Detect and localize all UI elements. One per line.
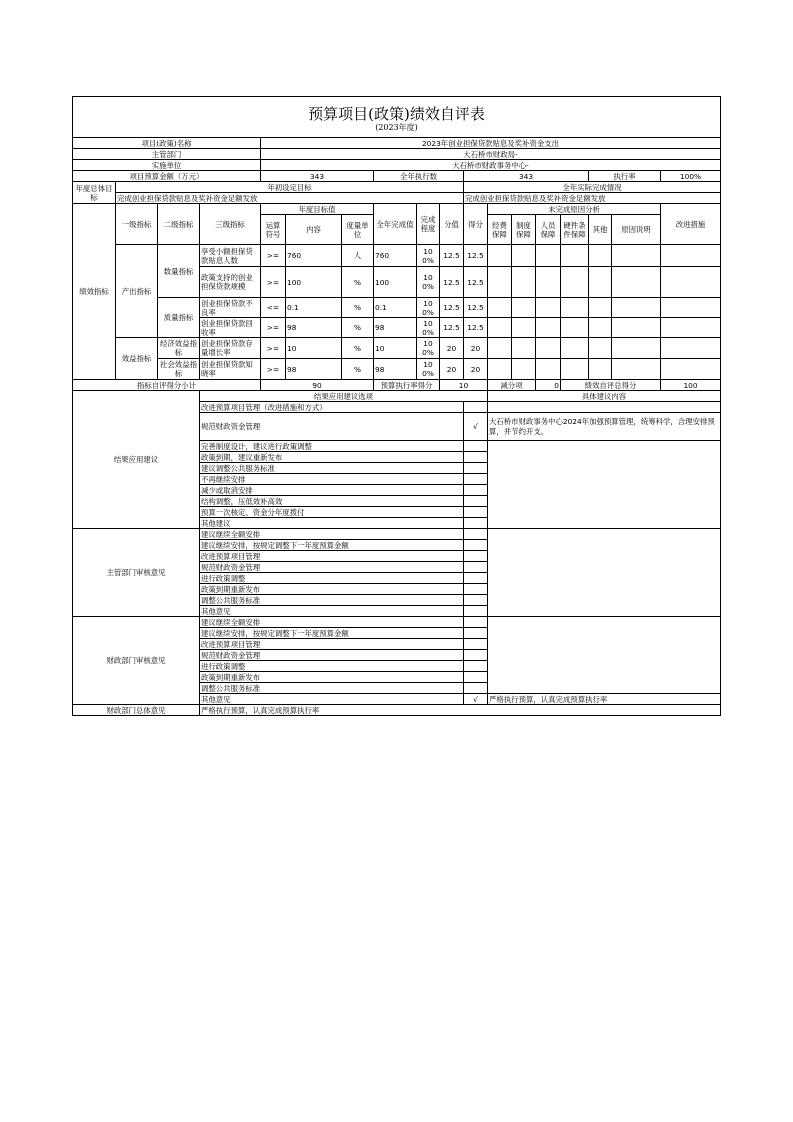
result-option: 完善制度设计，建议进行政策调整	[200, 441, 464, 452]
reason-cell	[536, 338, 561, 359]
dept-review-check	[464, 595, 488, 606]
header-level1: 一级指标	[116, 204, 158, 245]
dept-value: 大石桥市财政局-	[261, 149, 721, 160]
indicator-op: >=	[261, 267, 286, 298]
reason-cell	[512, 318, 536, 338]
reason-cell	[488, 359, 512, 380]
initial-goal-label: 年初设定目标	[116, 182, 464, 193]
group-output: 产出指标	[116, 245, 158, 338]
finance-review-option: 规范财政资金管理	[200, 650, 464, 661]
reason-cell	[612, 298, 661, 318]
dept-review-check	[464, 540, 488, 551]
group-social: 社会效益指标	[158, 359, 200, 380]
page-title: 预算项目(政策)绩效自评表	[308, 105, 485, 123]
total-label: 绩效自评总得分	[561, 380, 661, 391]
indicator-full: 12.5	[440, 318, 464, 338]
result-option: 预算一次核定、资金分年度拨付	[200, 507, 464, 518]
header-target-group: 年度目标值	[261, 204, 374, 215]
reason-cell	[612, 267, 661, 298]
result-check	[464, 402, 488, 413]
finance-review-check	[464, 628, 488, 639]
rate-label: 执行率	[589, 171, 661, 182]
dept-review-option: 建议继续全额安排	[200, 529, 464, 540]
dept-review-option: 建议继续安排，按规定调整下一年度预算金额	[200, 540, 464, 551]
header-r-hw: 硬件条件保障	[561, 215, 589, 245]
actual-goal-label: 全年实际完成情况	[464, 182, 721, 193]
group-quantity: 数量指标	[158, 245, 200, 298]
indicator-full: 20	[440, 359, 464, 380]
finance-review-detail: 严格执行预算，认真完成预算执行率	[488, 694, 721, 705]
indicator-op: >=	[261, 359, 286, 380]
initial-goal-value: 完成创业担保贷款贴息及奖补资金足额发放	[116, 193, 464, 204]
reason-cell	[536, 267, 561, 298]
result-option: 规范财政资金管理	[200, 413, 464, 441]
indicator-op: >=	[261, 245, 286, 267]
result-check: √	[464, 413, 488, 441]
finance-review-check	[464, 650, 488, 661]
indicator-done: 98	[374, 318, 417, 338]
finance-review-option: 建议继续全额安排	[200, 617, 464, 628]
reason-cell	[612, 338, 661, 359]
reason-cell	[536, 359, 561, 380]
header-degree: 完成程度	[417, 204, 440, 245]
project-name-value: 2023年创业担保贷款贴息及奖补资金支出	[261, 138, 721, 149]
dept-review-option: 调整公共服务标准	[200, 595, 464, 606]
result-option: 政策到期，建议重新发布	[200, 452, 464, 463]
reason-cell	[589, 267, 612, 298]
result-check	[464, 474, 488, 485]
indicator-name: 创业担保贷款回收率	[200, 318, 261, 338]
reason-cell	[512, 298, 536, 318]
result-check	[464, 452, 488, 463]
finance-review-check: √	[464, 694, 488, 705]
finance-review-check	[464, 661, 488, 672]
reason-cell	[589, 318, 612, 338]
indicator-done: 100	[374, 267, 417, 298]
dept-review-label: 主管部门审核意见	[73, 529, 200, 617]
reason-cell	[512, 267, 536, 298]
perf-label: 绩效指标	[73, 204, 116, 380]
indicator-degree: 100%	[417, 267, 440, 298]
header-score: 得分	[464, 204, 488, 245]
indicator-unit: 人	[342, 245, 374, 267]
dept-review-check	[464, 529, 488, 540]
reason-cell	[536, 245, 561, 267]
header-level2: 二级指标	[158, 204, 200, 245]
result-detail	[488, 402, 721, 413]
indicator-done: 0.1	[374, 298, 417, 318]
improve-cell	[661, 338, 721, 359]
indicator-content: 760	[286, 245, 342, 267]
header-unit: 度量单位	[342, 215, 374, 245]
result-option: 其他建议	[200, 518, 464, 529]
indicator-degree: 100%	[417, 359, 440, 380]
exec-value: 343	[464, 171, 589, 182]
page-year: (2023年度)	[375, 123, 418, 132]
indicator-score: 20	[464, 338, 488, 359]
result-detail-text: 大石桥市财政事务中心2024年加强预算管理，统筹科学，合理安排预算，并节约开支。	[488, 413, 721, 441]
result-option: 建议调整公共服务标准	[200, 463, 464, 474]
indicator-degree: 100%	[417, 318, 440, 338]
reason-cell	[488, 338, 512, 359]
project-name-label: 项目(政策)名称	[73, 138, 261, 149]
subtotal-label: 指标自评得分小计	[73, 380, 261, 391]
indicator-content: 98	[286, 359, 342, 380]
result-options-header: 结果应用建议选项	[200, 391, 488, 402]
indicator-content: 100	[286, 267, 342, 298]
indicator-unit: %	[342, 298, 374, 318]
indicator-done: 10	[374, 338, 417, 359]
reason-cell	[589, 298, 612, 318]
reason-cell	[488, 318, 512, 338]
indicator-score: 12.5	[464, 267, 488, 298]
indicator-degree: 100%	[417, 245, 440, 267]
group-economic: 经济效益指标	[158, 338, 200, 359]
dept-review-option: 政策到期重新发布	[200, 584, 464, 595]
indicator-unit: %	[342, 359, 374, 380]
improve-cell	[661, 267, 721, 298]
indicator-degree: 100%	[417, 298, 440, 318]
reason-cell	[561, 245, 589, 267]
total-value: 100	[661, 380, 721, 391]
header-r-fund: 经费保障	[488, 215, 512, 245]
reason-cell	[512, 359, 536, 380]
reason-cell	[561, 267, 589, 298]
reason-cell	[488, 298, 512, 318]
overall-goal-label: 年度总体目标	[73, 182, 116, 204]
finance-review-option: 其他意见	[200, 694, 464, 705]
evaluation-form	[72, 96, 720, 716]
improve-cell	[661, 359, 721, 380]
result-check	[464, 507, 488, 518]
overall-opinion-label: 财政部门总体意见	[73, 705, 200, 716]
indicator-unit: %	[342, 318, 374, 338]
indicator-full: 20	[440, 338, 464, 359]
indicator-score: 20	[464, 359, 488, 380]
rate-value: 100%	[661, 171, 721, 182]
reason-cell	[612, 245, 661, 267]
indicator-done: 98	[374, 359, 417, 380]
result-check	[464, 463, 488, 474]
exec-label: 全年执行数	[374, 171, 464, 182]
improve-cell	[661, 318, 721, 338]
unit-value: 大石桥市财政事务中心-	[261, 160, 721, 171]
header-r-other: 其他	[589, 215, 612, 245]
header-content: 内容	[286, 215, 342, 245]
result-option: 结构调整，压低效补高效	[200, 496, 464, 507]
reason-cell	[488, 267, 512, 298]
indicator-content: 0.1	[286, 298, 342, 318]
indicator-op: >=	[261, 318, 286, 338]
header-improve: 改进措施	[661, 204, 721, 245]
dept-review-check	[464, 573, 488, 584]
budget-label: 项目预算金额（万元）	[73, 171, 261, 182]
indicator-unit: %	[342, 338, 374, 359]
improve-cell	[661, 298, 721, 318]
finance-review-option: 调整公共服务标准	[200, 683, 464, 694]
finance-review-option: 进行政策调整	[200, 661, 464, 672]
indicator-name: 创业担保贷款存量增长率	[200, 338, 261, 359]
indicator-name: 政策支持的创业担保贷款规模	[200, 267, 261, 298]
header-r-staff: 人员保障	[536, 215, 561, 245]
reason-cell	[589, 359, 612, 380]
result-check	[464, 518, 488, 529]
exec-score-label: 预算执行率得分	[374, 380, 440, 391]
indicator-op: <=	[261, 298, 286, 318]
dept-review-option: 改进预算项目管理	[200, 551, 464, 562]
dept-review-check	[464, 551, 488, 562]
finance-review-check	[464, 672, 488, 683]
result-option: 不再继续安排	[200, 474, 464, 485]
reason-cell	[561, 298, 589, 318]
result-detail-header: 具体建议内容	[488, 391, 721, 402]
indicator-degree: 100%	[417, 338, 440, 359]
header-r-sys: 制度保障	[512, 215, 536, 245]
review-table	[72, 528, 721, 716]
indicator-full: 12.5	[440, 267, 464, 298]
deduct-value: 0	[536, 380, 561, 391]
actual-goal-value: 完成创业担保贷款贴息及奖补资金足额发放	[464, 193, 721, 204]
finance-review-option: 政策到期重新发布	[200, 672, 464, 683]
dept-review-detail	[488, 529, 721, 617]
reason-cell	[612, 359, 661, 380]
title-block	[73, 97, 721, 138]
dept-review-option: 规范财政资金管理	[200, 562, 464, 573]
indicator-content: 10	[286, 338, 342, 359]
evaluation-table	[72, 96, 721, 529]
header-score-full: 分值	[440, 204, 464, 245]
finance-review-label: 财政部门审核意见	[73, 617, 200, 705]
reason-cell	[536, 298, 561, 318]
budget-value: 343	[261, 171, 374, 182]
dept-review-check	[464, 562, 488, 573]
reason-cell	[589, 338, 612, 359]
header-year-done: 全年完成值	[374, 204, 417, 245]
reason-cell	[589, 245, 612, 267]
finance-review-check	[464, 683, 488, 694]
dept-review-option: 其他意见	[200, 606, 464, 617]
dept-review-check	[464, 584, 488, 595]
header-r-desc: 原因说明	[612, 215, 661, 245]
indicator-score: 12.5	[464, 245, 488, 267]
finance-review-detail-blank	[488, 617, 721, 694]
indicator-content: 98	[286, 318, 342, 338]
overall-opinion-text: 严格执行预算，认真完成预算执行率	[200, 705, 721, 716]
indicator-name: 创业担保贷款知晓率	[200, 359, 261, 380]
exec-score-value: 10	[440, 380, 488, 391]
unit-label: 实施单位	[73, 160, 261, 171]
result-label: 结果应用建议	[73, 391, 200, 529]
reason-cell	[612, 318, 661, 338]
finance-review-check	[464, 617, 488, 628]
dept-review-option: 进行政策调整	[200, 573, 464, 584]
indicator-op: >=	[261, 338, 286, 359]
result-detail-blank	[488, 441, 721, 529]
reason-cell	[536, 318, 561, 338]
finance-review-option: 改进预算项目管理	[200, 639, 464, 650]
result-option: 减少或取消安排	[200, 485, 464, 496]
indicator-full: 12.5	[440, 245, 464, 267]
result-check	[464, 496, 488, 507]
group-quality: 质量指标	[158, 298, 200, 338]
indicator-full: 12.5	[440, 298, 464, 318]
dept-review-check	[464, 606, 488, 617]
indicator-done: 760	[374, 245, 417, 267]
indicator-score: 12.5	[464, 318, 488, 338]
deduct-label: 减分项	[488, 380, 536, 391]
reason-cell	[488, 245, 512, 267]
header-unfinished: 未完成原因分析	[488, 204, 661, 215]
dept-label: 主管部门	[73, 149, 261, 160]
result-check	[464, 485, 488, 496]
reason-cell	[561, 359, 589, 380]
indicator-name: 创业担保贷款不良率	[200, 298, 261, 318]
indicator-unit: %	[342, 267, 374, 298]
subtotal-value: 90	[261, 380, 374, 391]
header-level3: 三级指标	[200, 204, 261, 245]
group-benefit: 效益指标	[116, 338, 158, 380]
finance-review-check	[464, 639, 488, 650]
reason-cell	[512, 338, 536, 359]
indicator-score: 12.5	[464, 298, 488, 318]
header-op: 运算符号	[261, 215, 286, 245]
result-option: 改进预算项目管理（改进措施和方式）	[200, 402, 464, 413]
reason-cell	[561, 318, 589, 338]
finance-review-option: 建议继续安排，按规定调整下一年度预算金额	[200, 628, 464, 639]
improve-cell	[661, 245, 721, 267]
result-check	[464, 441, 488, 452]
reason-cell	[561, 338, 589, 359]
reason-cell	[512, 245, 536, 267]
indicator-name: 享受小额担保贷款贴息人数	[200, 245, 261, 267]
